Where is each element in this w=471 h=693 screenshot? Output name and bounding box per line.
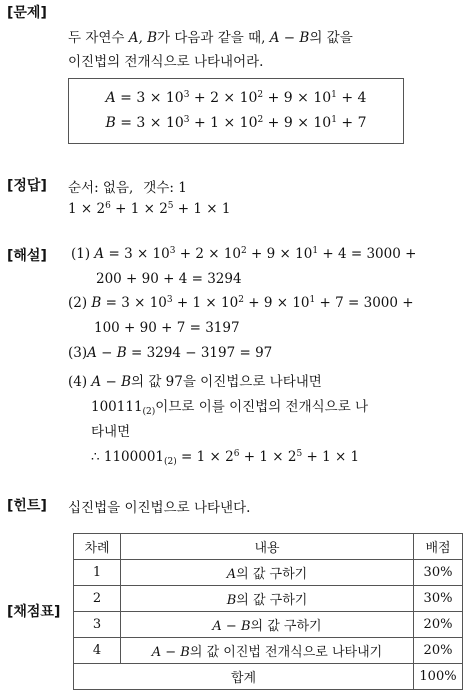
row-content: A − B의 값 구하기	[121, 612, 414, 638]
hint-text: 십진법을 이진법으로 나타낸다.	[68, 500, 251, 516]
scoring-label: [채점표]	[7, 604, 61, 620]
header-points: 배점	[414, 534, 463, 560]
row-order: 2	[74, 586, 121, 612]
row-points: 30%	[414, 586, 463, 612]
explanation-label: [해설]	[7, 248, 47, 264]
explanation-step-2-cont: 100 + 90 + 7 = 3197	[94, 320, 240, 336]
answer-meta: 순서: 없음, 갯수: 1	[68, 180, 187, 196]
hint-label: [힌트]	[7, 498, 47, 514]
row-points: 20%	[414, 612, 463, 638]
scoring-table	[73, 533, 463, 690]
equation-a: $A = 3 \times 10^3 + 2 \times 10^2 + 9 \times 10^1 + 4$	[105, 90, 367, 106]
explanation-step-4-cont-2: 타내면	[91, 424, 131, 440]
answer-label: [정답]	[7, 178, 47, 194]
scoring-total-row	[74, 664, 463, 690]
scoring-row	[74, 586, 463, 612]
row-points: 30%	[414, 560, 463, 586]
row-content: B의 값 구하기	[121, 586, 414, 612]
row-points: 20%	[414, 638, 463, 664]
explanation-step-2: (2) $B = 3 \times 10^3 + 1 \times 10^2 + 9 \times 10^1 + 7 = 3000$ +	[68, 295, 414, 311]
explanation-conclusion: ∴ $1100001_{(2)} = 1 \times 2^6 + 1 \times 2^5 + 1 \times 1$	[91, 449, 360, 467]
explanation-step-1: (1) $A = 3 \times 10^3 + 2 \times 10^2 + 9 \times 10^1 + 4 = 3000$ +	[71, 246, 417, 262]
explanation-step-3: (3)A − B = 3294 − 3197 = 97	[68, 345, 273, 361]
answer-expression: $1 \times 2^6 + 1 \times 2^5 + 1 \times 1$	[68, 201, 231, 217]
row-order: 3	[74, 612, 121, 638]
equation-b: $B = 3 \times 10^3 + 1 \times 10^2 + 9 \times 10^1 + 7$	[105, 115, 367, 131]
scoring-row	[74, 560, 463, 586]
row-order: 4	[74, 638, 121, 664]
header-content: 내용	[121, 534, 414, 560]
problem-line-1: 두 자연수 A, B가 다음과 같을 때, A − B의 값을	[68, 30, 353, 46]
equation-box	[68, 78, 404, 144]
explanation-step-4: (4) A − B의 값 97을 이진법으로 나타내면	[68, 374, 322, 390]
scoring-row	[74, 638, 463, 664]
problem-line-2: 이진법의 전개식으로 나타내어라.	[68, 54, 264, 70]
scoring-row	[74, 612, 463, 638]
total-points: 100%	[414, 664, 463, 690]
row-order: 1	[74, 560, 121, 586]
row-content: A − B의 값 이진법 전개식으로 나타내기	[121, 638, 414, 664]
row-content: A의 값 구하기	[121, 560, 414, 586]
total-label: 합계	[74, 664, 414, 690]
header-order: 차례	[74, 534, 121, 560]
explanation-step-1-cont: 200 + 90 + 4 = 3294	[96, 271, 242, 287]
problem-label: [문제]	[7, 5, 47, 21]
explanation-step-4-cont: $100111_{(2)}$이므로 이를 이진법의 전개식으로 나	[91, 399, 369, 417]
scoring-header-row	[74, 534, 463, 560]
